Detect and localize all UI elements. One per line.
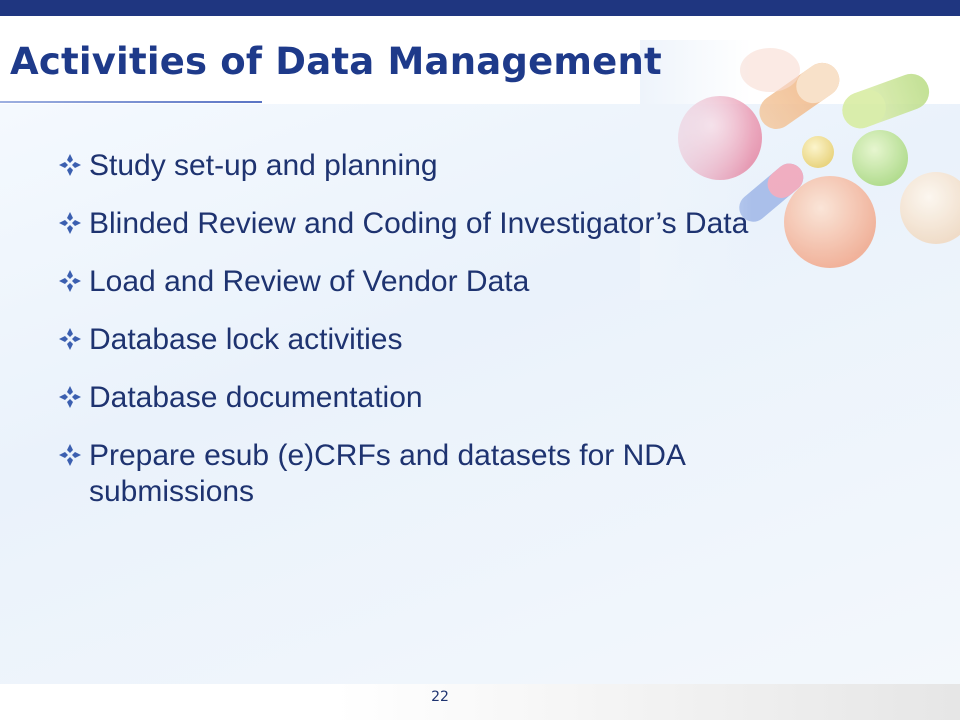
footer-band bbox=[0, 684, 960, 720]
bullet-text: Blinded Review and Coding of Investigator’s Data bbox=[89, 207, 749, 240]
bullet-list bbox=[58, 148, 848, 532]
top-bar bbox=[0, 0, 960, 16]
diamond-bullet-icon bbox=[58, 327, 82, 351]
bullet-text: Database documentation bbox=[89, 381, 423, 414]
bullet-item bbox=[58, 380, 848, 416]
bullet-text: Database lock activities bbox=[89, 323, 403, 356]
diamond-bullet-icon bbox=[58, 211, 82, 235]
diamond-bullet-icon bbox=[58, 385, 82, 409]
diamond-bullet-icon bbox=[58, 269, 82, 293]
title-underline bbox=[0, 101, 262, 103]
bullet-text: Load and Review of Vendor Data bbox=[89, 265, 530, 298]
bullet-item bbox=[58, 322, 848, 358]
bullet-text: Study set-up and planning bbox=[89, 149, 438, 182]
bullet-text: Prepare esub (e)CRFs and datasets for NDA submissions bbox=[89, 439, 685, 508]
bullet-item bbox=[58, 438, 848, 510]
bullet-item bbox=[58, 206, 848, 242]
diamond-bullet-icon bbox=[58, 443, 82, 467]
bullet-item bbox=[58, 264, 848, 300]
bullet-item bbox=[58, 148, 848, 184]
page-number: 22 bbox=[431, 689, 449, 705]
diamond-bullet-icon bbox=[58, 153, 82, 177]
slide-title: Activities of Data Management bbox=[10, 40, 662, 83]
